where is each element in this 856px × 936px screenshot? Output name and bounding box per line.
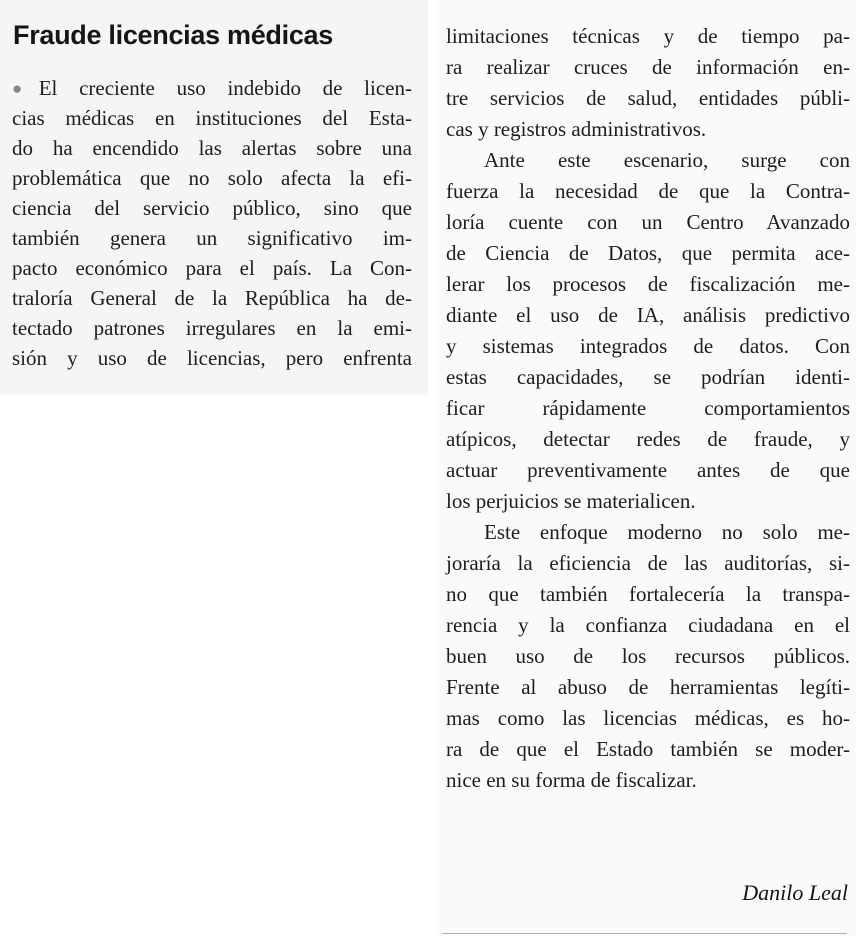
bottom-divider [442, 933, 847, 934]
paragraph-line: loría cuente con un Centro Avanzado [446, 210, 850, 234]
paragraph-line: actuar preventivamente antes de que [446, 458, 850, 482]
paragraph-line: de Ciencia de Datos, que permita ace- [446, 241, 850, 265]
paragraph-line: los perjuicios se materialicen. [446, 489, 696, 513]
paragraph-line: sión y uso de licencias, pero enfrenta [12, 346, 412, 370]
paragraph-line: traloría General de la República ha de- [12, 286, 412, 310]
paragraph-line: atípicos, detectar redes de fraude, y [446, 427, 850, 451]
paragraph-first-line: Este enfoque moderno no solo me- [484, 520, 850, 544]
paragraph-line: do ha encendido las alertas sobre una [12, 136, 412, 160]
paragraph-line: tre servicios de salud, entidades públi- [446, 86, 850, 110]
paragraph-line: problemática que no solo afecta la efi- [12, 166, 412, 190]
paragraph-line: ciencia del servicio público, sino que [12, 196, 412, 220]
paragraph-line: pacto económico para el país. La Con- [12, 256, 412, 280]
paragraph-line: cas y registros administrativos. [446, 117, 707, 141]
paragraph-line: buen uso de los recursos públicos. [446, 644, 850, 668]
bullet-icon: ● [12, 79, 39, 98]
paragraph-line: y sistemas integrados de datos. Con [446, 334, 850, 358]
paragraph-line: fuerza la necesidad de que la Contra- [446, 179, 850, 203]
paragraph-line: limitaciones técnicas y de tiempo pa- [446, 24, 850, 48]
paragraph-line: ficar rápidamente comportamientos [446, 396, 850, 420]
paragraph-line: Frente al abuso de herramientas legíti- [446, 675, 850, 699]
paragraph-line: nice en su forma de fiscalizar. [446, 768, 697, 792]
paragraph-line: mas como las licencias médicas, es ho- [446, 706, 850, 730]
paragraph-line: joraría la eficiencia de las auditorías, si- [446, 551, 850, 575]
paragraph-first-line: Ante este escenario, surge con [484, 148, 850, 172]
paragraph-line: diante el uso de IA, análisis predictivo [446, 303, 850, 327]
paragraph-line: no que también fortalecería la transpa- [446, 582, 850, 606]
paragraph-line: rencia y la confianza ciudadana en el [446, 613, 850, 637]
paragraph-line: cias médicas en instituciones del Esta- [12, 106, 412, 130]
author-signature: Danilo Leal [742, 880, 848, 905]
paragraph-line: ra de que el Estado también se moder- [446, 737, 850, 761]
paragraph-line: también genera un significativo im- [12, 226, 412, 250]
paragraph-line: ●El creciente uso indebido de licen- [12, 76, 412, 100]
paragraph-line: ra realizar cruces de información en- [446, 55, 850, 79]
paragraph-line: lerar los procesos de fiscalización me- [446, 272, 850, 296]
paragraph-line: estas capacidades, se podrían identi- [446, 365, 850, 389]
right-column [436, 0, 856, 936]
article-title: Fraude licencias médicas [13, 20, 333, 50]
left-column [0, 0, 428, 395]
paragraph-line: tectado patrones irregulares en la emi- [12, 316, 412, 340]
